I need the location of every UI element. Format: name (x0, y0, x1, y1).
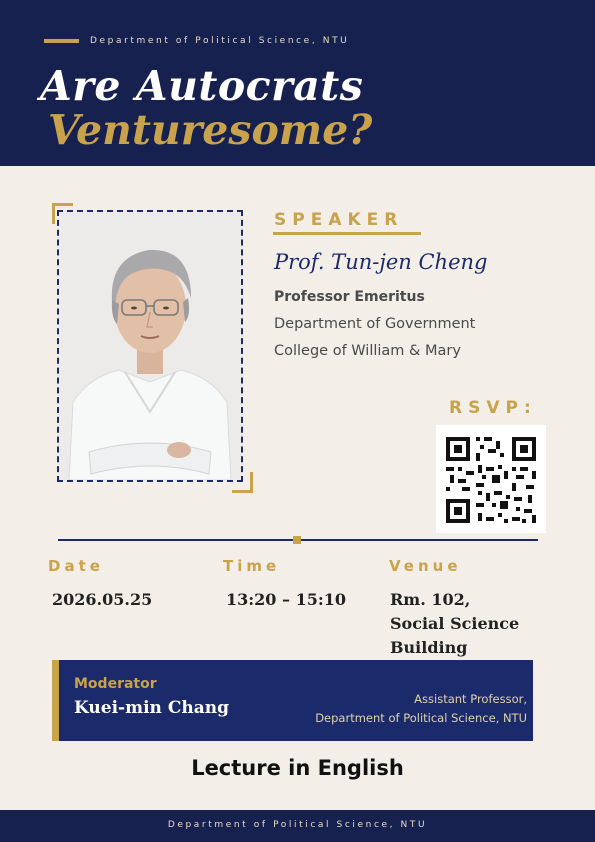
venue-line-2: Social Science (390, 614, 520, 633)
moderator-accent-bar (52, 660, 59, 741)
moderator-label: Moderator (74, 676, 157, 692)
speaker-underline (273, 232, 421, 235)
speaker-name: Prof. Tun-jen Cheng (274, 250, 488, 274)
divider-accent (293, 536, 301, 544)
date-value: 2026.05.25 (52, 590, 153, 609)
header-department: Department of Political Science, NTU (90, 36, 350, 46)
event-title-line2: Venturesome? (48, 106, 373, 154)
header-accent-rule (44, 39, 79, 43)
lecture-language: Lecture in English (191, 756, 404, 780)
speaker-section-label: SPEAKER (274, 210, 404, 230)
photo-corner-bottom-right (232, 472, 253, 493)
time-value: 13:20 – 15:10 (226, 590, 347, 609)
venue-value (390, 588, 519, 660)
venue-line-1: Rm. 102, (390, 590, 471, 609)
time-label: Time (223, 557, 281, 575)
venue-line-3: Building (390, 638, 468, 657)
speaker-department: Department of Government (274, 316, 476, 332)
moderator-title: Assistant Professor, (414, 692, 527, 706)
qr-code-icon (436, 425, 546, 533)
venue-label: Venue (389, 557, 462, 575)
rsvp-qr-code[interactable] (436, 425, 546, 533)
event-title-line1: Are Autocrats (40, 62, 364, 110)
moderator-department: Department of Political Science, NTU (315, 711, 527, 725)
moderator-name: Kuei-min Chang (74, 698, 229, 718)
speaker-institution: College of William & Mary (274, 343, 461, 359)
speaker-photo (57, 210, 243, 482)
speaker-title: Professor Emeritus (274, 289, 425, 305)
portrait-illustration (59, 212, 241, 480)
rsvp-label: RSVP: (449, 398, 537, 418)
date-label: Date (48, 557, 104, 575)
footer-department: Department of Political Science, NTU (167, 820, 428, 830)
